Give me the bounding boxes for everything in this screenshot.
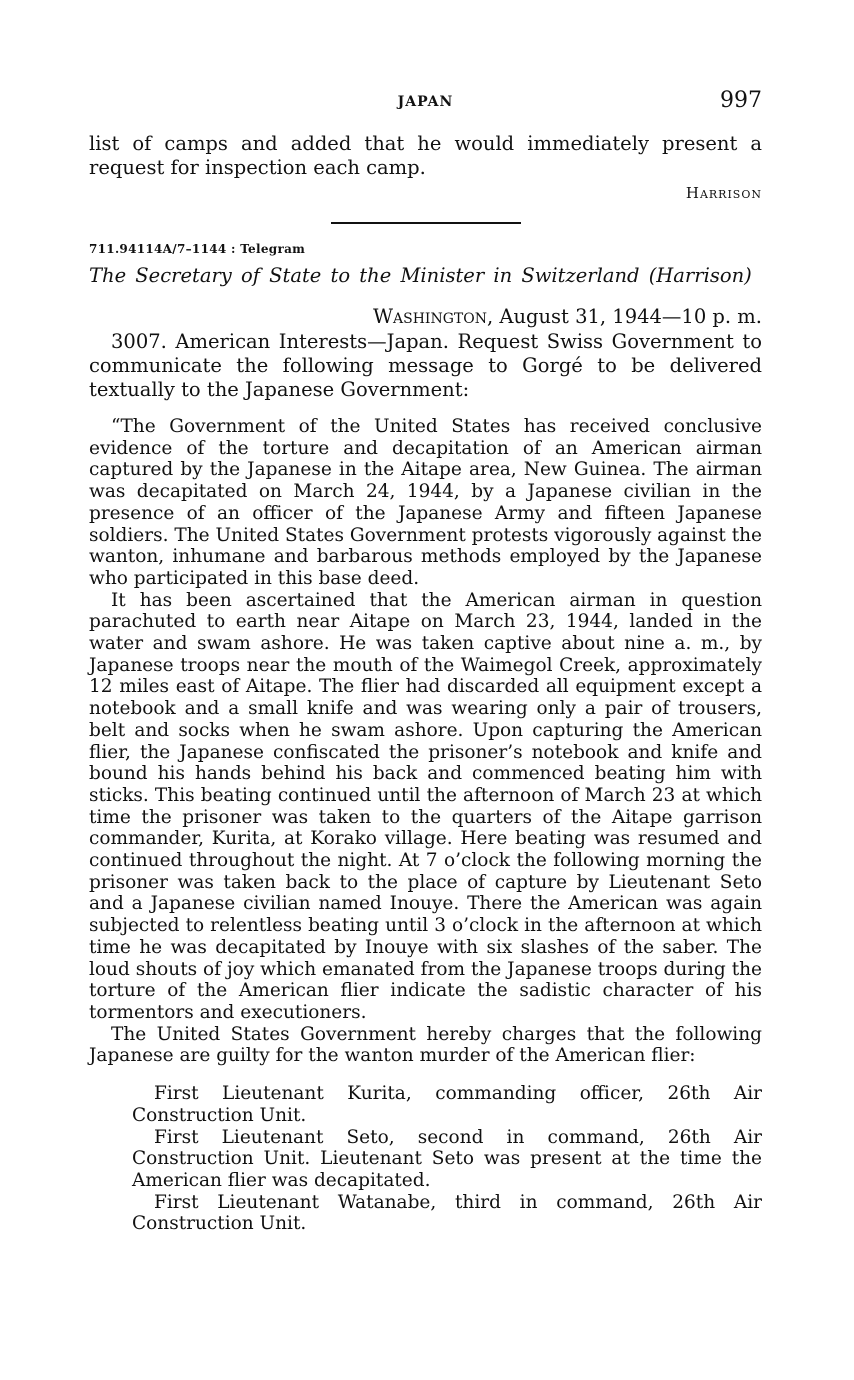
quoted-message (89, 416, 762, 1067)
document-title: The Secretary of State to the Minister in Switzerland (Harrison) (89, 264, 752, 287)
list-item: First Lieutenant Seto, second in command, 26th Air Construction Unit. Lieutenant Seto was present at the time the American flier was decapitated. (132, 1126, 762, 1191)
quote-paragraph: “The Government of the United States has received conclusive evidence of the torture and decapitation of an American airman captured by the Japanese in the Aitape area, New Guinea. The airman was decapitated on March 24, 1944, by a Japanese civilian in the presence of an officer of the Japanese Army and fifteen Japanese soldiers. The United States Government protests vigorously against the wanton, inhumane and barbarous methods employed by the Japanese who participated in this base deed. (89, 416, 762, 589)
list-item: First Lieutenant Kurita, commanding officer, 26th Air Construction Unit. (132, 1083, 762, 1126)
quote-paragraph: It has been ascertained that the American airman in question parachuted to earth near Aitape on March 23, 1944, landed in the water and swam ashore. He was taken captive about nine a. m., by Japanese troops near the mouth of the Waimegol Creek, approximately 12 miles east of Aitape. The flier had discarded all equipment except a notebook and a small knife and was wearing only a pair of trousers, belt and socks when he swam ashore. Upon capturing the American flier, the Japanese confiscated the prisoner’s notebook and knife and bound his hands behind his back and commenced beating him with sticks. This beating continued until the afternoon of March 23 at which time the prisoner was taken to the quarters of the Aitape garrison commander, Kurita, at Korako village. Here beating was resumed and continued throughout the night. At 7 o’clock the following morning the prisoner was taken back to the place of capture by Lieutenant Seto and a Japanese civilian named Inouye. There the American was again subjected to relentless beating until 3 o’clock in the afternoon at which time he was decapitated by Inouye with six slashes of the saber. The loud shouts of joy which emanated from the Japanese troops during the torture of the American flier indicate the sadistic character of his tormentors and executioners. (89, 589, 762, 1023)
dateline-date: August 31, 1944—10 p. m. (499, 305, 762, 328)
accused-list (89, 1083, 762, 1235)
running-head: JAPAN (397, 94, 454, 110)
dateline-place: Washington, (372, 305, 494, 328)
section-divider (331, 222, 521, 224)
intro-paragraph: list of camps and added that he would immediately present a request for inspection each camp. (89, 132, 762, 179)
dateline (89, 305, 762, 328)
opening-paragraph: 3007. American Interests—Japan. Request Swiss Government to communicate the following message to Gorgé to be delivered textually to the Japanese Government: (89, 330, 762, 401)
signature: Harrison (685, 184, 762, 202)
document-page (89, 88, 762, 1235)
page-header (89, 88, 762, 118)
list-item: First Lieutenant Watanabe, third in command, 26th Air Construction Unit. (132, 1191, 762, 1235)
quote-paragraph: The United States Government hereby charges that the following Japanese are guilty for the wanton murder of the American flier: (89, 1023, 762, 1067)
page-number: 997 (720, 88, 762, 113)
file-reference: 711.94114A/7–1144 : Telegram (89, 242, 306, 256)
